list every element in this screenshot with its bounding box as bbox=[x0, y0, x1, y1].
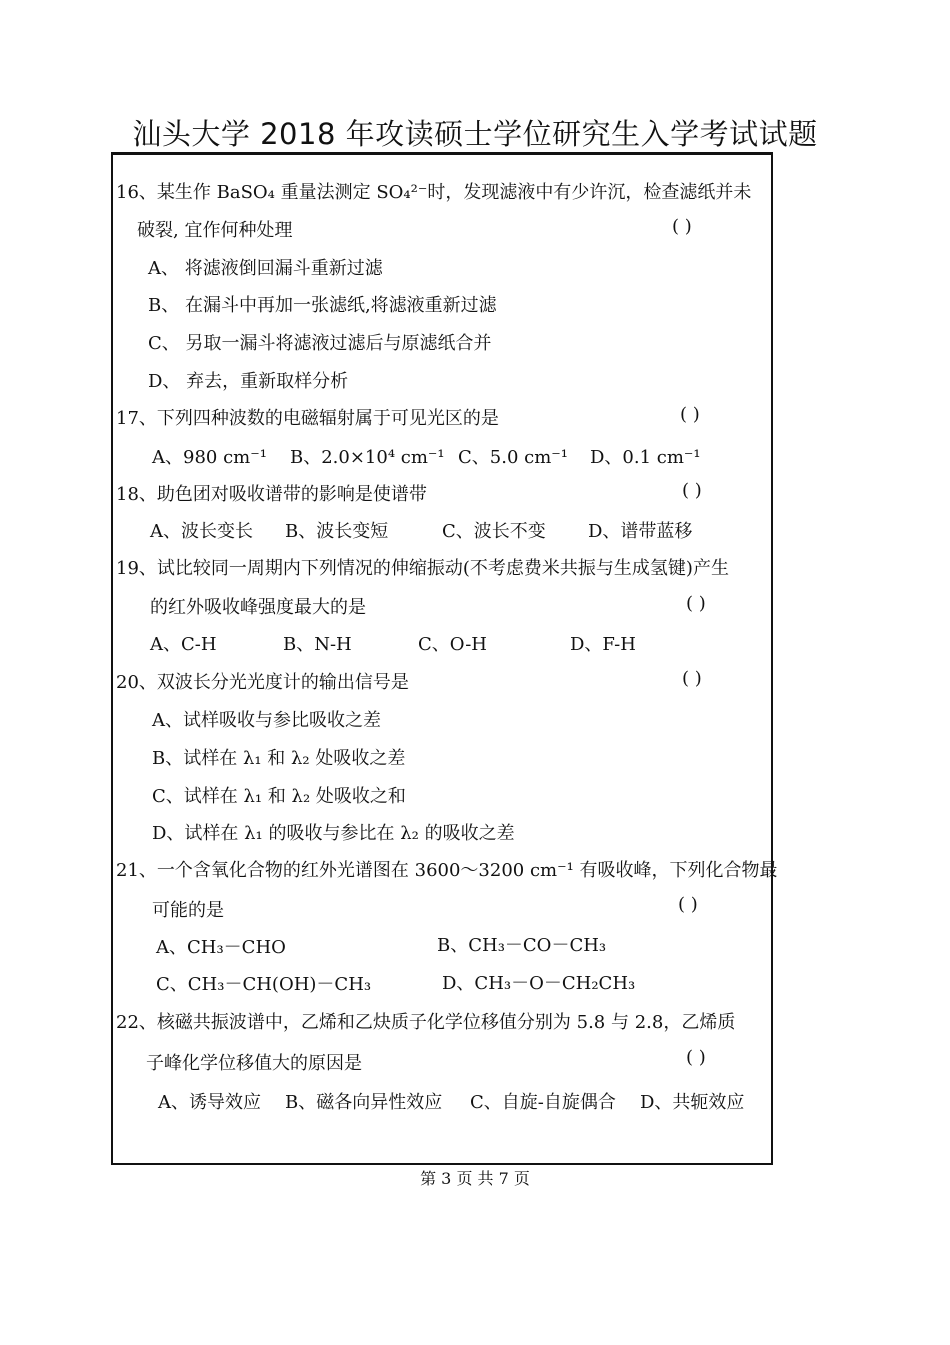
q17-option-b: B、2.0×10⁴ cm⁻¹ bbox=[290, 447, 445, 468]
q18-answer-paren: ( ) bbox=[682, 480, 702, 501]
q20-answer-paren: ( ) bbox=[682, 668, 702, 689]
q22-option-b: B、磁各向异性效应 bbox=[285, 1092, 443, 1113]
q17-option-c: C、5.0 cm⁻¹ bbox=[458, 447, 568, 468]
q20-stem: 20、双波长分光光度计的输出信号是 bbox=[116, 672, 409, 693]
q19-option-b: B、N-H bbox=[283, 634, 352, 655]
q16-option-b: B、 在漏斗中再加一张滤纸,将滤液重新过滤 bbox=[148, 295, 497, 316]
q19-option-d: D、F-H bbox=[570, 634, 636, 655]
q21-option-a: A、CH₃－CHO bbox=[156, 937, 286, 958]
q16-option-c: C、 另取一漏斗将滤液过滤后与原滤纸合并 bbox=[148, 333, 492, 354]
q17-option-d: D、0.1 cm⁻¹ bbox=[590, 447, 701, 468]
q18-option-c: C、波长不变 bbox=[442, 521, 546, 542]
q22-option-c: C、自旋-自旋偶合 bbox=[470, 1092, 616, 1113]
q18-option-d: D、谱带蓝移 bbox=[588, 521, 693, 542]
q16-option-d: D、 弃去，重新取样分析 bbox=[148, 371, 349, 392]
page-number-footer: 第 3 页 共 7 页 bbox=[420, 1169, 530, 1188]
q16-answer-paren: ( ) bbox=[672, 216, 692, 237]
q21-stem-line1: 21、一个含氧化合物的红外光谱图在 3600～3200 cm⁻¹ 有吸收峰，下列化合物最 bbox=[116, 860, 778, 881]
q18-stem: 18、助色团对吸收谱带的影响是使谱带 bbox=[116, 484, 427, 505]
q17-stem: 17、下列四种波数的电磁辐射属于可见光区的是 bbox=[116, 408, 499, 429]
q22-stem-line1: 22、核磁共振波谱中，乙烯和乙炔质子化学位移值分别为 5.8 与 2.8，乙烯质 bbox=[116, 1012, 736, 1033]
exam-title: 汕头大学 2018 年攻读硕士学位研究生入学考试试题 bbox=[132, 117, 818, 151]
q18-option-a: A、波长变长 bbox=[150, 521, 253, 542]
q20-option-c: C、试样在 λ₁ 和 λ₂ 处吸收之和 bbox=[152, 786, 406, 807]
q17-option-a: A、980 cm⁻¹ bbox=[152, 447, 267, 468]
q19-answer-paren: ( ) bbox=[686, 593, 706, 614]
q19-stem-line2: 的红外吸收峰强度最大的是 bbox=[150, 597, 366, 618]
q22-stem-line2: 子峰化学位移值大的原因是 bbox=[146, 1053, 362, 1074]
q16-stem-line1: 16、某生作 BaSO₄ 重量法测定 SO₄²⁻时，发现滤液中有少许沉，检查滤纸并未 bbox=[116, 182, 752, 203]
q21-answer-paren: ( ) bbox=[678, 894, 698, 915]
q20-option-d: D、试样在 λ₁ 的吸收与参比在 λ₂ 的吸收之差 bbox=[152, 823, 515, 844]
q22-option-d: D、共轭效应 bbox=[640, 1092, 745, 1113]
q19-stem-line1: 19、试比较同一周期内下列情况的伸缩振动(不考虑费米共振与生成氢键)产生 bbox=[116, 558, 729, 579]
q16-stem-line2: 破裂, 宜作何种处理 bbox=[137, 220, 293, 241]
q21-option-c: C、CH₃－CH(OH)－CH₃ bbox=[156, 974, 372, 995]
q19-option-a: A、C-H bbox=[150, 634, 217, 655]
q21-option-b: B、CH₃－CO－CH₃ bbox=[437, 935, 607, 956]
q18-option-b: B、波长变短 bbox=[285, 521, 389, 542]
q21-stem-line2: 可能的是 bbox=[152, 900, 224, 921]
q20-option-a: A、试样吸收与参比吸收之差 bbox=[152, 710, 381, 731]
q19-option-c: C、O-H bbox=[418, 634, 487, 655]
q17-answer-paren: ( ) bbox=[680, 404, 700, 425]
q22-option-a: A、诱导效应 bbox=[158, 1092, 261, 1113]
q21-option-d: D、CH₃－O－CH₂CH₃ bbox=[442, 973, 636, 994]
q20-option-b: B、试样在 λ₁ 和 λ₂ 处吸收之差 bbox=[152, 748, 406, 769]
q16-option-a: A、 将滤液倒回漏斗重新过滤 bbox=[148, 258, 383, 279]
q22-answer-paren: ( ) bbox=[686, 1047, 706, 1068]
